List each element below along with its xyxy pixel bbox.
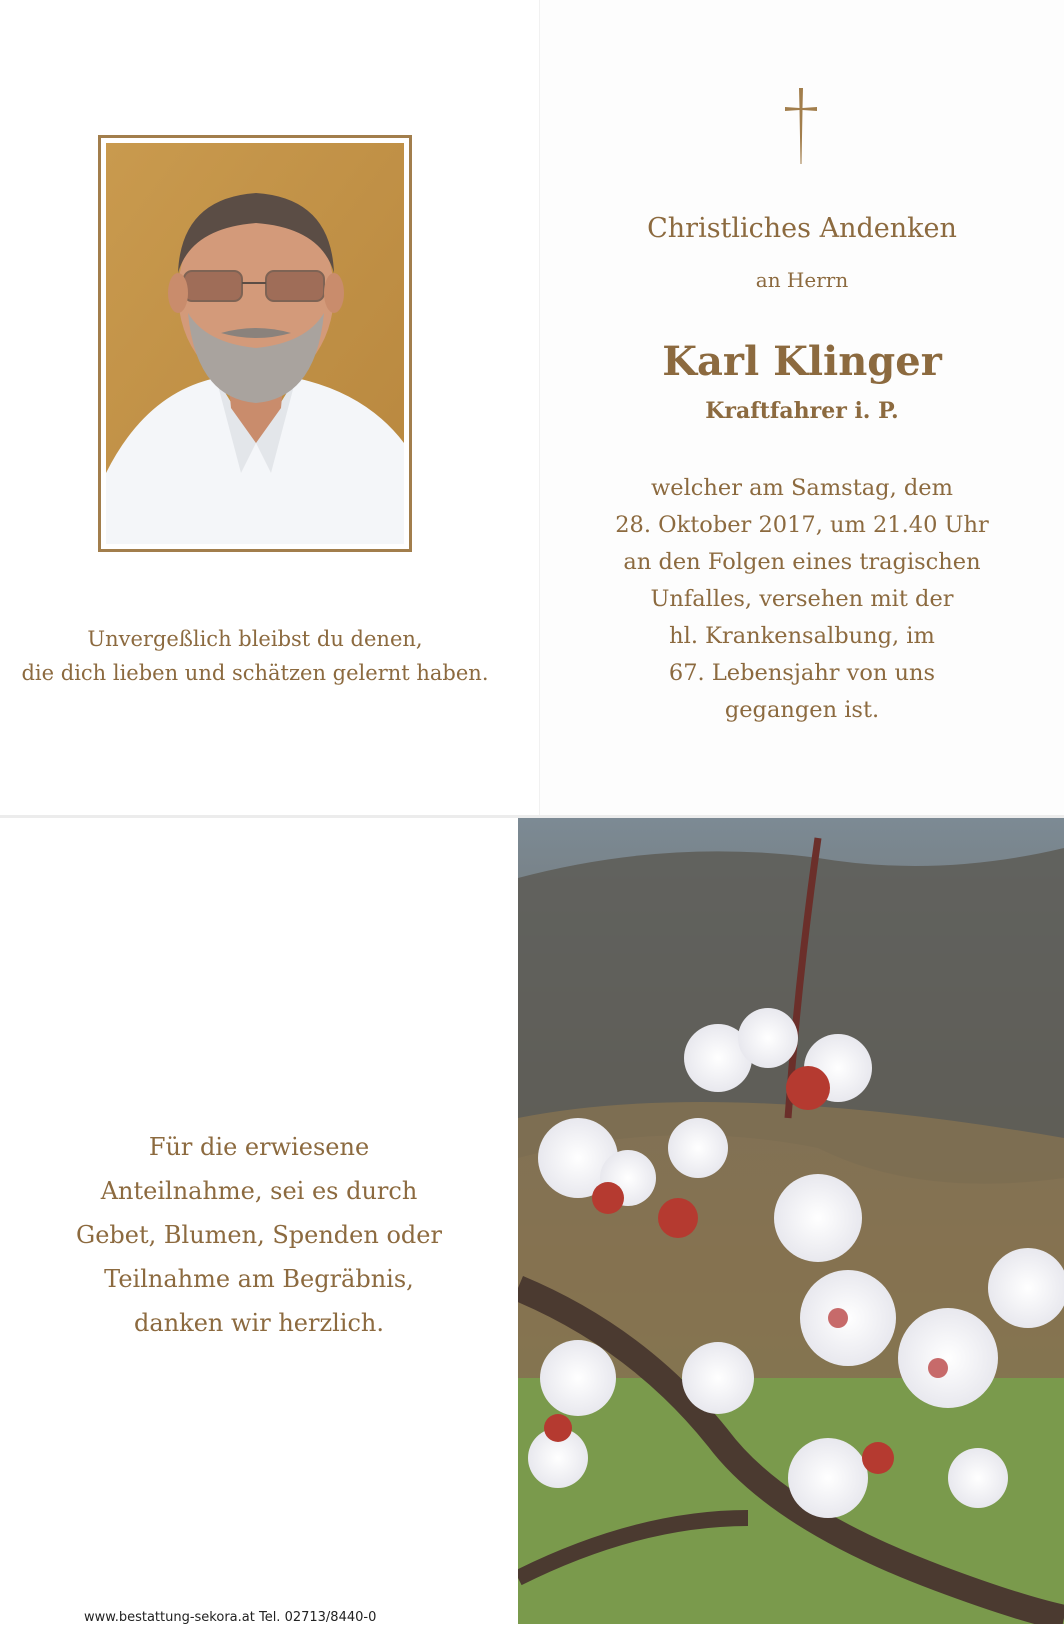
blossom-illustration [518,818,1064,1624]
thanks-line: Teilnahme am Begräbnis, [104,1265,414,1293]
vertical-fold-line [539,0,540,815]
blossom-photo [518,818,1064,1624]
thanks-line: Für die erwiesene [148,1133,370,1161]
thanks-line: danken wir herzlich. [134,1309,384,1337]
notice-line: welcher am Samstag, dem [651,475,953,501]
latin-cross-icon [781,86,821,166]
notice-line: 67. Lebensjahr von uns [668,660,936,686]
notice-line: 28. Oktober 2017, um 21.40 Uhr [615,512,989,538]
memorial-heading: Christliches Andenken [647,213,957,244]
portrait-illustration [106,143,404,544]
notice-line: gegangen ist. [724,697,880,723]
front-left-panel [0,0,540,816]
funeral-home-footer: www.bestattung-sekora.at Tel. 02713/8440-0 [84,1610,377,1625]
notice-line: hl. Krankensalbung, im [669,623,935,649]
notice-line: an den Folgen eines tragischen [623,549,981,575]
thanks-line: Gebet, Blumen, Spenden oder [76,1221,442,1249]
quote-line: die dich lieben und schätzen gelernt haben. [21,661,489,685]
deceased-name: Karl Klinger [662,338,942,385]
deceased-occupation: Kraftfahrer i. P. [705,398,899,424]
thanks-text [0,1125,518,1345]
thanks-line: Anteilnahme, sei es durch [100,1177,418,1205]
quote-line: Unvergeßlich bleibst du denen, [87,627,423,651]
notice-line: Unfalles, versehen mit der [650,586,954,612]
death-notice-text [580,470,1024,729]
memorial-quote [0,622,510,690]
salutation: an Herrn [755,268,849,292]
portrait-photo [106,143,404,544]
portrait-frame [98,135,412,552]
